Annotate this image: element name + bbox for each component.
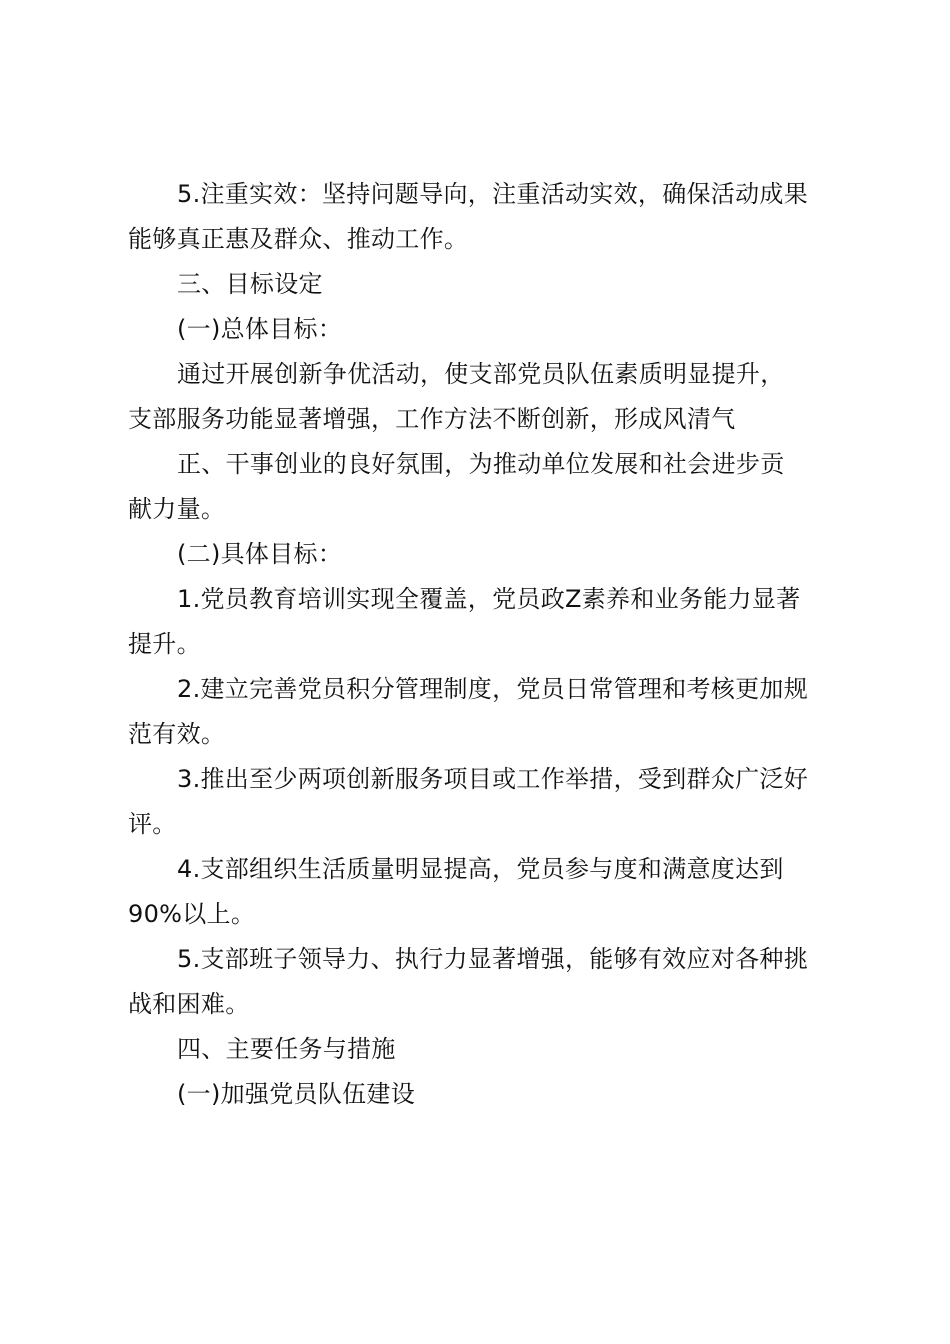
paragraph-line: 5.注重实效：坚持问题导向，注重活动实效，确保活动成果 bbox=[177, 180, 808, 208]
list-item-continuation: 评。 bbox=[128, 810, 177, 838]
paragraph-line: 能够真正惠及群众、推动工作。 bbox=[128, 225, 469, 253]
list-item: 3.推出至少两项创新服务项目或工作举措，受到群众广泛好 bbox=[177, 765, 808, 793]
subsection-heading: (一)总体目标： bbox=[177, 315, 343, 343]
paragraph-line: 献力量。 bbox=[128, 495, 226, 523]
list-item-continuation: 90%以上。 bbox=[128, 900, 256, 928]
paragraph-line: 支部服务功能显著增强，工作方法不断创新，形成风清气 bbox=[128, 405, 736, 433]
paragraph-line: 通过开展创新争优活动，使支部党员队伍素质明显提升， bbox=[177, 360, 785, 388]
list-item-continuation: 战和困难。 bbox=[128, 990, 250, 1018]
section-heading: 四、主要任务与措施 bbox=[177, 1035, 396, 1063]
list-item: 2.建立完善党员积分管理制度，党员日常管理和考核更加规 bbox=[177, 675, 808, 703]
list-item: 4.支部组织生活质量明显提高，党员参与度和满意度达到 bbox=[177, 855, 784, 883]
paragraph-line: 正、干事创业的良好氛围，为推动单位发展和社会进步贡 bbox=[177, 450, 785, 478]
list-item: 1.党员教育培训实现全覆盖，党员政Z素养和业务能力显著 bbox=[177, 585, 801, 613]
subsection-heading: (二)具体目标： bbox=[177, 540, 343, 568]
list-item: 5.支部班子领导力、执行力显著增强，能够有效应对各种挑 bbox=[177, 945, 808, 973]
list-item-continuation: 范有效。 bbox=[128, 720, 226, 748]
section-heading: 三、目标设定 bbox=[177, 270, 323, 298]
list-item-continuation: 提升。 bbox=[128, 630, 201, 658]
subsection-heading: (一)加强党员队伍建设 bbox=[177, 1080, 416, 1108]
